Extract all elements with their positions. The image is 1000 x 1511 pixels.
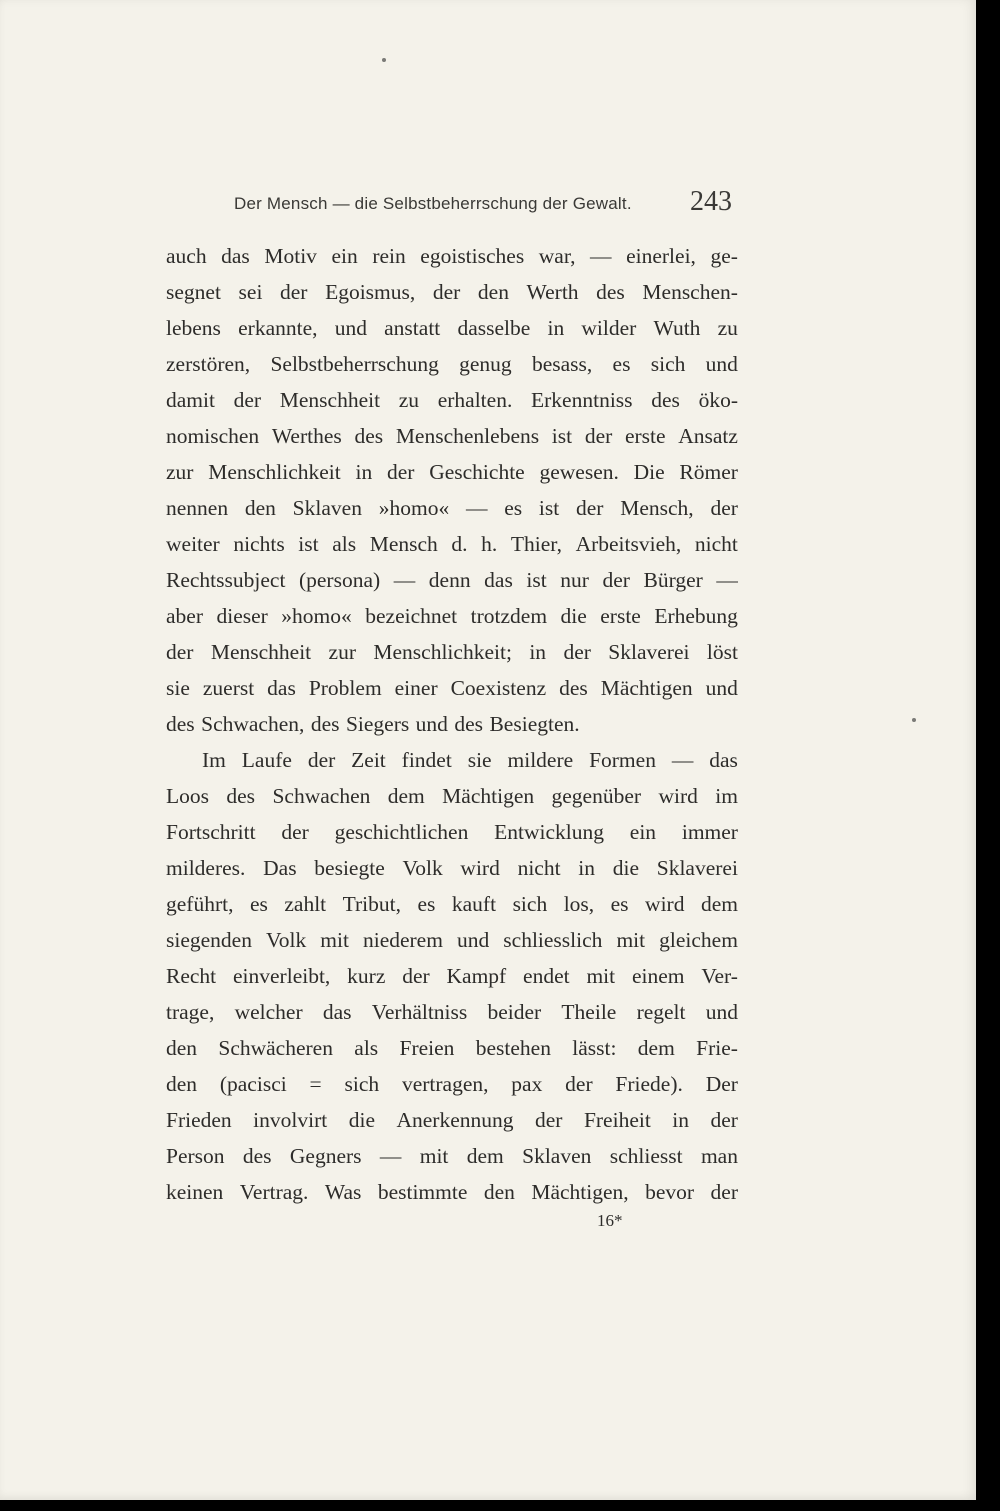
word: vertragen, <box>401 1072 489 1096</box>
word: bezeichnet <box>365 604 458 628</box>
word: gegenüber <box>551 784 642 808</box>
word: Bürger <box>643 568 703 592</box>
word: zahlt <box>284 892 327 916</box>
word: der <box>576 496 604 520</box>
word: Loos <box>166 784 209 808</box>
word: Entwicklung <box>494 820 604 844</box>
word: die <box>348 1108 375 1132</box>
word: das <box>484 568 513 592</box>
word: kurz <box>347 964 386 988</box>
word: Menschlichkeit; <box>373 640 512 664</box>
word: Theile <box>561 1000 617 1024</box>
word: der <box>710 1180 738 1204</box>
word: — <box>465 496 488 520</box>
word: dem <box>700 892 738 916</box>
word: (pacisci <box>219 1072 287 1096</box>
word: Im <box>202 748 226 772</box>
word: sie <box>467 748 492 772</box>
word: = <box>309 1072 322 1096</box>
word: Laufe <box>241 748 292 772</box>
word: ist <box>538 496 560 520</box>
page-speck <box>382 58 386 62</box>
word: d. <box>451 532 468 556</box>
text-line <box>166 850 738 886</box>
word: Coexistenz <box>450 676 547 700</box>
word: dieser <box>216 604 268 628</box>
word: Geschichte <box>429 460 525 484</box>
word: siegenden <box>166 928 252 952</box>
word: damit <box>166 388 215 412</box>
word: Sklaverei <box>656 856 738 880</box>
word: des <box>354 424 384 448</box>
text-line <box>166 670 738 706</box>
word: Anerkennung <box>396 1108 514 1132</box>
word: es <box>610 892 629 916</box>
word: zuerst <box>202 676 255 700</box>
word: Rechtssubject <box>166 568 286 592</box>
word: im <box>715 784 738 808</box>
word: denn <box>428 568 471 592</box>
word: der <box>387 460 415 484</box>
word: Der <box>705 1072 738 1096</box>
word: erste <box>600 604 641 628</box>
word: Fortschritt <box>166 820 256 844</box>
word: Besiegten. <box>489 712 580 736</box>
word: aber <box>166 604 203 628</box>
word: immer <box>681 820 738 844</box>
word: Vertrag. <box>239 1180 309 1204</box>
running-header <box>234 186 764 226</box>
text-line <box>166 886 738 922</box>
word: den <box>477 280 509 304</box>
word: der <box>710 496 738 520</box>
word: den <box>244 496 276 520</box>
word: nicht <box>694 532 738 556</box>
word: rein <box>372 244 406 268</box>
word: mildere <box>507 748 574 772</box>
word: nicht <box>517 856 561 880</box>
word: der <box>402 964 430 988</box>
word: besiegte <box>314 856 385 880</box>
word: in <box>355 460 373 484</box>
word: Mächtigen <box>442 784 535 808</box>
word: geführt, <box>166 892 234 916</box>
text-line <box>166 1066 738 1102</box>
text-line <box>166 526 738 562</box>
word: keinen <box>166 1180 224 1204</box>
word: Freiheit <box>583 1108 651 1132</box>
word: und <box>334 316 367 340</box>
word: sich <box>650 352 686 376</box>
word: dem <box>637 1036 675 1060</box>
word: weiter <box>166 532 220 556</box>
word: egoistisches <box>420 244 525 268</box>
word: als <box>332 532 357 556</box>
word: — <box>716 568 738 592</box>
word: sich <box>512 892 548 916</box>
text-line <box>166 1102 738 1138</box>
word: sich <box>344 1072 380 1096</box>
word: Problem <box>308 676 382 700</box>
word: den <box>166 1036 198 1060</box>
word: erste <box>624 424 666 448</box>
word: dem <box>466 1144 504 1168</box>
text-line <box>166 346 738 382</box>
word: den <box>483 1180 515 1204</box>
word: und <box>705 1000 738 1024</box>
word: kauft <box>451 892 497 916</box>
text-line <box>166 1138 738 1174</box>
word: Die <box>633 460 665 484</box>
word: Erkenntniss <box>531 388 633 412</box>
word: Sklaven <box>522 1144 592 1168</box>
word: Ver- <box>701 964 738 988</box>
word: erhalten. <box>437 388 513 412</box>
word: Gegners <box>289 1144 362 1168</box>
word: Werth <box>526 280 579 304</box>
word: Mächtigen, <box>531 1180 629 1204</box>
word: in <box>529 640 547 664</box>
word: findet <box>401 748 452 772</box>
word: Tribut, <box>342 892 401 916</box>
text-line <box>166 562 738 598</box>
word: und <box>457 928 490 952</box>
word: — <box>590 244 612 268</box>
word: die <box>560 604 587 628</box>
word: in <box>672 1108 690 1132</box>
text-line <box>166 382 738 418</box>
word: Friede). <box>615 1072 683 1096</box>
text-line <box>166 958 738 994</box>
word: man <box>700 1144 738 1168</box>
word: mit <box>586 964 616 988</box>
word: Menschen- <box>642 280 738 304</box>
word: gewesen. <box>539 460 619 484</box>
word: trotzdem <box>470 604 548 628</box>
word: des <box>596 280 625 304</box>
word: Kampf <box>446 964 507 988</box>
word: zur <box>328 640 356 664</box>
word: h. <box>481 532 498 556</box>
word: nennen <box>166 496 229 520</box>
text-line <box>166 418 738 454</box>
word: gleichem <box>659 928 738 952</box>
word: Volk <box>402 856 443 880</box>
word: Selbstbeherrschung <box>270 352 439 376</box>
word: Recht <box>166 964 217 988</box>
word: dasselbe <box>457 316 531 340</box>
word: einerlei, <box>626 244 696 268</box>
word: geschichtlichen <box>334 820 469 844</box>
word: sei <box>238 280 263 304</box>
word: des <box>226 784 256 808</box>
word: Werthes <box>271 424 342 448</box>
word: los, <box>563 892 595 916</box>
word: Schwachen <box>272 784 371 808</box>
word: wird <box>658 784 698 808</box>
word: nomischen <box>166 424 260 448</box>
word: das <box>221 244 250 268</box>
word: des <box>242 1144 272 1168</box>
word: in <box>578 856 596 880</box>
word: und <box>705 352 738 376</box>
word: besass, <box>531 352 593 376</box>
word: Wuth <box>653 316 701 340</box>
word: wird <box>460 856 500 880</box>
word: Volk <box>266 928 307 952</box>
word: segnet <box>166 280 221 304</box>
word: pax <box>511 1072 543 1096</box>
word: Römer <box>679 460 738 484</box>
word: Sklaverei <box>608 640 690 664</box>
word: das <box>267 676 296 700</box>
word: einverleibt, <box>233 964 331 988</box>
word: Das <box>263 856 297 880</box>
text-line <box>166 454 738 490</box>
text-line <box>166 310 738 346</box>
word: schliesst <box>609 1144 683 1168</box>
signature-mark: 16* <box>597 1211 623 1230</box>
word: mit <box>320 928 349 952</box>
text-line <box>166 634 738 670</box>
text-line <box>166 238 738 274</box>
word: trage, <box>166 1000 215 1024</box>
word: mit <box>419 1144 449 1168</box>
word: Zeit <box>351 748 386 772</box>
word: der <box>563 640 591 664</box>
word: des <box>651 388 680 412</box>
word: der <box>281 820 309 844</box>
word: Menschheit <box>210 640 312 664</box>
word: Siegers <box>345 712 410 736</box>
word: der <box>565 1072 593 1096</box>
word: schliesslich <box>503 928 603 952</box>
word: löst <box>706 640 738 664</box>
text-line <box>166 706 738 742</box>
word: lebens <box>166 316 221 340</box>
word: der <box>584 424 613 448</box>
word: zu <box>717 316 738 340</box>
word: des <box>166 712 195 736</box>
word: der <box>432 280 461 304</box>
text-line <box>166 922 738 958</box>
page-number: 243 <box>690 186 732 217</box>
word: als <box>354 1036 379 1060</box>
word: Mächtigen <box>600 676 693 700</box>
word: »homo« <box>378 496 450 520</box>
word: die <box>612 856 640 880</box>
word: der <box>535 1108 563 1132</box>
word: milderes. <box>166 856 246 880</box>
word: der <box>710 1108 738 1132</box>
word: auch <box>166 244 207 268</box>
word: Verhältniss <box>371 1000 468 1024</box>
word: wird <box>645 892 685 916</box>
word: ein <box>331 244 358 268</box>
word: war, <box>538 244 576 268</box>
running-title: Der Mensch — die Selbstbeherrschung der Gewalt. <box>234 194 632 213</box>
word: Was <box>324 1180 362 1204</box>
word: Erhebung <box>654 604 738 628</box>
word: Freien <box>399 1036 455 1060</box>
word: zu <box>398 388 420 412</box>
text-line <box>166 814 738 850</box>
word: regelt <box>636 1000 686 1024</box>
word: Mensch, <box>620 496 694 520</box>
word: es <box>417 892 436 916</box>
word: der <box>307 748 336 772</box>
word: zur <box>166 460 194 484</box>
word: des <box>559 676 588 700</box>
text-line <box>166 598 738 634</box>
word: Menschenlebens <box>395 424 540 448</box>
word: Sklaven <box>292 496 362 520</box>
word: der <box>602 568 630 592</box>
text-line <box>166 778 738 814</box>
word: anstatt <box>384 316 441 340</box>
word: sie <box>166 676 190 700</box>
word: erkannte, <box>238 316 318 340</box>
word: ist <box>298 532 319 556</box>
word: Thier, <box>510 532 562 556</box>
word: Schwachen, <box>201 712 305 736</box>
word: Mensch <box>369 532 438 556</box>
word: ist <box>551 424 573 448</box>
page-speck <box>912 718 916 722</box>
word: mit <box>616 928 646 952</box>
text-line <box>166 274 738 310</box>
word: Person <box>166 1144 225 1168</box>
word: Ansatz <box>678 424 738 448</box>
word: Frie- <box>696 1036 738 1060</box>
word: nur <box>560 568 589 592</box>
word: ein <box>629 820 657 844</box>
word: welcher <box>234 1000 303 1024</box>
word: wilder <box>581 316 637 340</box>
word: Arbeitsvieh, <box>575 532 682 556</box>
word: der <box>280 280 308 304</box>
word: »homo« <box>281 604 352 628</box>
word: und <box>415 712 448 736</box>
word: bestehen <box>475 1036 551 1060</box>
text-line <box>166 1174 738 1210</box>
text-line <box>166 490 738 526</box>
word: Menschheit <box>279 388 381 412</box>
word: genug <box>459 352 512 376</box>
word: es <box>504 496 523 520</box>
word: öko- <box>698 388 738 412</box>
word: der <box>233 388 262 412</box>
word: ist <box>526 568 547 592</box>
word: nichts <box>233 532 285 556</box>
word: einer <box>394 676 438 700</box>
word: der <box>166 640 194 664</box>
word: Schwächeren <box>218 1036 333 1060</box>
word: und <box>705 676 738 700</box>
word: den <box>166 1072 198 1096</box>
word: in <box>547 316 565 340</box>
word: einem <box>631 964 685 988</box>
word: des <box>454 712 484 736</box>
word: Menschlichkeit <box>208 460 341 484</box>
text-line <box>166 994 738 1030</box>
word: des <box>310 712 340 736</box>
word: dem <box>387 784 425 808</box>
word: involvirt <box>253 1108 328 1132</box>
word: lässt: <box>572 1036 617 1060</box>
word: — <box>379 1144 402 1168</box>
word: bestimmte <box>377 1180 468 1204</box>
word: — <box>393 568 416 592</box>
word: bevor <box>645 1180 695 1204</box>
word: zerstören, <box>166 352 251 376</box>
word: endet <box>523 964 570 988</box>
word: Frieden <box>166 1108 232 1132</box>
word: das <box>709 748 738 772</box>
word: Motiv <box>264 244 317 268</box>
word: das <box>322 1000 352 1024</box>
word: (persona) <box>298 568 381 592</box>
word: ge- <box>710 244 738 268</box>
word: es <box>612 352 631 376</box>
word: beider <box>487 1000 542 1024</box>
word: niederem <box>362 928 443 952</box>
word: Egoismus, <box>325 280 416 304</box>
text-line <box>166 1030 738 1066</box>
word: es <box>249 892 268 916</box>
word: — <box>671 748 694 772</box>
word: Formen <box>589 748 656 772</box>
text-line <box>166 742 738 778</box>
body-text <box>166 238 738 1218</box>
